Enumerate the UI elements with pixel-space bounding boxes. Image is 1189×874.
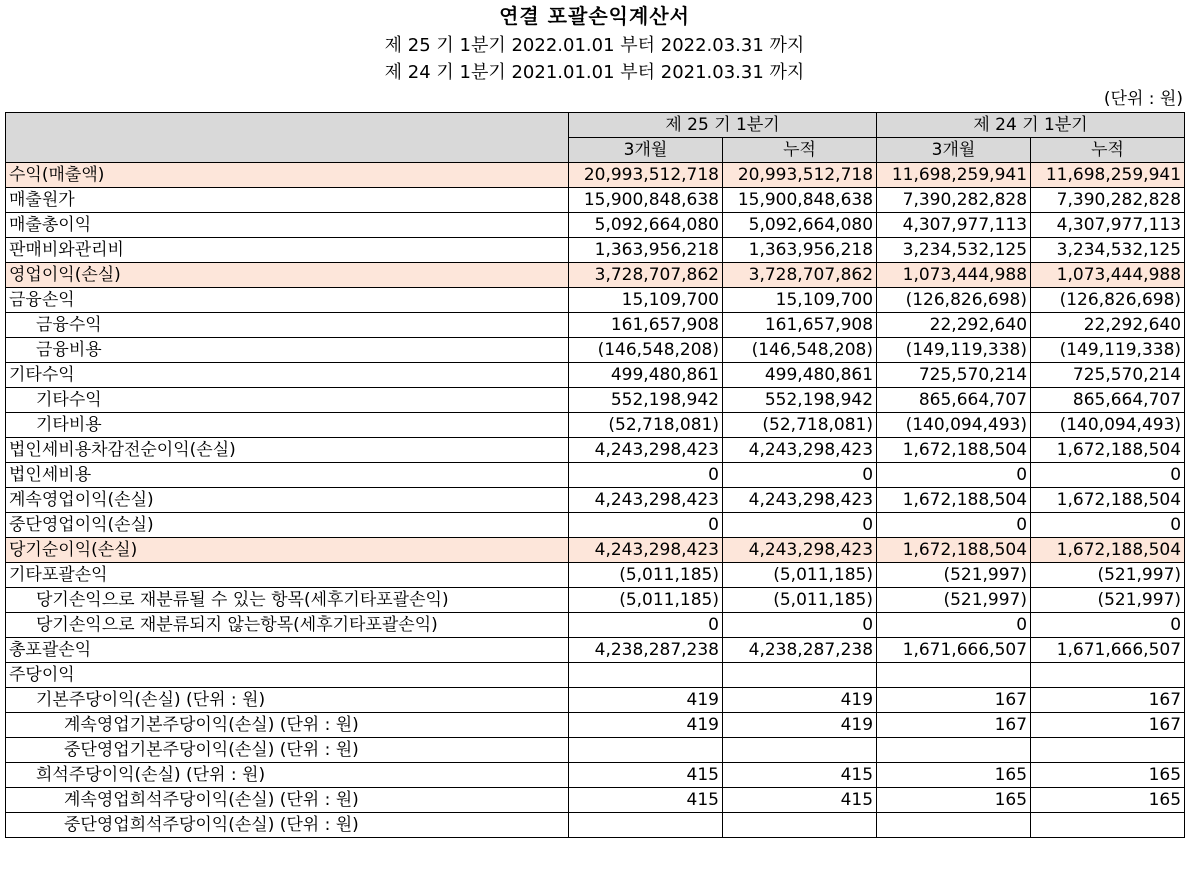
table-row (6, 313, 1185, 338)
row-label: 중단영업기본주당이익(손실) (단위 : 원) (6, 738, 569, 763)
table-row (6, 263, 1185, 288)
row-value: 0 (569, 463, 723, 488)
table-row (6, 738, 1185, 763)
row-value: 0 (877, 613, 1031, 638)
row-value: 20,993,512,718 (723, 163, 877, 188)
row-value: 0 (723, 513, 877, 538)
row-value: 1,672,188,504 (877, 538, 1031, 563)
period-prior: 제 24 기 1분기 2021.01.01 부터 2021.03.31 까지 (384, 62, 805, 83)
row-value: 15,900,848,638 (723, 188, 877, 213)
document-title: 연결 포괄손익계산서 (499, 4, 690, 28)
table-row (6, 763, 1185, 788)
statement-body (6, 163, 1185, 838)
row-value: (521,997) (877, 588, 1031, 613)
row-value: 1,073,444,988 (1031, 263, 1185, 288)
row-value: (126,826,698) (877, 288, 1031, 313)
row-value: 165 (1031, 763, 1185, 788)
row-label: 계속영업이익(손실) (6, 488, 569, 513)
row-value: 161,657,908 (569, 313, 723, 338)
row-value: 499,480,861 (723, 363, 877, 388)
row-value: 1,672,188,504 (877, 488, 1031, 513)
row-value: (52,718,081) (723, 413, 877, 438)
row-value: 415 (723, 763, 877, 788)
row-value: (149,119,338) (877, 338, 1031, 363)
row-value: 20,993,512,718 (569, 163, 723, 188)
header-prior-3month: 3개월 (877, 138, 1031, 163)
row-value: 3,728,707,862 (723, 263, 877, 288)
row-value: 4,243,298,423 (723, 538, 877, 563)
row-value: 7,390,282,828 (877, 188, 1031, 213)
row-value: 165 (1031, 788, 1185, 813)
table-row (6, 563, 1185, 588)
table-row (6, 713, 1185, 738)
table-row (6, 388, 1185, 413)
row-label: 수익(매출액) (6, 163, 569, 188)
row-label: 계속영업희석주당이익(손실) (단위 : 원) (6, 788, 569, 813)
row-value: 11,698,259,941 (1031, 163, 1185, 188)
row-value: 415 (569, 763, 723, 788)
row-value: 0 (723, 463, 877, 488)
table-row (6, 363, 1185, 388)
row-value: (521,997) (1031, 563, 1185, 588)
row-value (877, 663, 1031, 688)
table-row (6, 438, 1185, 463)
row-value: 1,671,666,507 (877, 638, 1031, 663)
period-current: 제 25 기 1분기 2022.01.01 부터 2022.03.31 까지 (384, 35, 805, 56)
row-value: 0 (569, 513, 723, 538)
row-label: 중단영업이익(손실) (6, 513, 569, 538)
table-row (6, 688, 1185, 713)
row-value: 165 (877, 763, 1031, 788)
row-value: (5,011,185) (723, 588, 877, 613)
row-value: 167 (1031, 713, 1185, 738)
row-label: 매출원가 (6, 188, 569, 213)
row-value (723, 813, 877, 838)
header-period-current: 제 25 기 1분기 (569, 113, 877, 138)
table-row (6, 538, 1185, 563)
row-value: 4,243,298,423 (569, 538, 723, 563)
row-value: 0 (1031, 463, 1185, 488)
row-value: 1,672,188,504 (877, 438, 1031, 463)
row-label: 법인세비용차감전순이익(손실) (6, 438, 569, 463)
row-label: 기타수익 (6, 363, 569, 388)
table-row (6, 288, 1185, 313)
row-value: 1,672,188,504 (1031, 488, 1185, 513)
header-account-cell (6, 113, 569, 163)
row-value: 11,698,259,941 (877, 163, 1031, 188)
row-value: 552,198,942 (569, 388, 723, 413)
row-label: 금융비용 (6, 338, 569, 363)
row-value: 167 (877, 688, 1031, 713)
header-period-prior: 제 24 기 1분기 (877, 113, 1185, 138)
row-label: 판매비와관리비 (6, 238, 569, 263)
row-value: 161,657,908 (723, 313, 877, 338)
row-value: 1,363,956,218 (569, 238, 723, 263)
row-value: 4,307,977,113 (877, 213, 1031, 238)
row-value: 22,292,640 (877, 313, 1031, 338)
table-row (6, 463, 1185, 488)
row-value: 15,900,848,638 (569, 188, 723, 213)
table-row (6, 513, 1185, 538)
row-label: 금융수익 (6, 313, 569, 338)
table-row (6, 788, 1185, 813)
header-current-3month: 3개월 (569, 138, 723, 163)
row-value (569, 663, 723, 688)
row-value: 865,664,707 (877, 388, 1031, 413)
row-value (877, 813, 1031, 838)
row-value (723, 738, 877, 763)
document-header (0, 2, 1189, 86)
table-row (6, 413, 1185, 438)
row-label: 계속영업기본주당이익(손실) (단위 : 원) (6, 713, 569, 738)
row-value: 419 (723, 688, 877, 713)
table-row (6, 813, 1185, 838)
row-value: 4,238,287,238 (723, 638, 877, 663)
row-label: 기본주당이익(손실) (단위 : 원) (6, 688, 569, 713)
row-value: 1,363,956,218 (723, 238, 877, 263)
row-value: (146,548,208) (569, 338, 723, 363)
row-value (1031, 738, 1185, 763)
row-value (569, 813, 723, 838)
row-value: (5,011,185) (723, 563, 877, 588)
row-value: 415 (569, 788, 723, 813)
row-value: 1,073,444,988 (877, 263, 1031, 288)
row-label: 법인세비용 (6, 463, 569, 488)
row-value (1031, 813, 1185, 838)
row-value: 499,480,861 (569, 363, 723, 388)
row-label: 당기손익으로 재분류되지 않는항목(세후기타포괄손익) (6, 613, 569, 638)
row-value: 4,243,298,423 (723, 488, 877, 513)
table-row (6, 663, 1185, 688)
table-row (6, 588, 1185, 613)
row-value: 3,728,707,862 (569, 263, 723, 288)
row-label: 금융손익 (6, 288, 569, 313)
row-value: 4,243,298,423 (569, 438, 723, 463)
row-value: (146,548,208) (723, 338, 877, 363)
row-label: 기타수익 (6, 388, 569, 413)
row-value: (126,826,698) (1031, 288, 1185, 313)
row-label: 영업이익(손실) (6, 263, 569, 288)
row-value: 1,672,188,504 (1031, 438, 1185, 463)
row-value: 0 (723, 613, 877, 638)
row-value (877, 738, 1031, 763)
row-value: 865,664,707 (1031, 388, 1185, 413)
row-label: 희석주당이익(손실) (단위 : 원) (6, 763, 569, 788)
row-value: 15,109,700 (569, 288, 723, 313)
row-label: 총포괄손익 (6, 638, 569, 663)
row-label: 당기순이익(손실) (6, 538, 569, 563)
row-value: 165 (877, 788, 1031, 813)
row-value: (140,094,493) (877, 413, 1031, 438)
header-prior-cumulative: 누적 (1031, 138, 1185, 163)
row-value: 419 (723, 713, 877, 738)
row-value: 0 (569, 613, 723, 638)
row-label: 기타비용 (6, 413, 569, 438)
row-value: 4,243,298,423 (569, 488, 723, 513)
row-value: 0 (877, 513, 1031, 538)
row-value: 7,390,282,828 (1031, 188, 1185, 213)
row-value: (521,997) (877, 563, 1031, 588)
row-value: (140,094,493) (1031, 413, 1185, 438)
row-value: 419 (569, 713, 723, 738)
row-value (1031, 663, 1185, 688)
row-value: 1,672,188,504 (1031, 538, 1185, 563)
row-label: 매출총이익 (6, 213, 569, 238)
row-label: 중단영업희석주당이익(손실) (단위 : 원) (6, 813, 569, 838)
table-row (6, 613, 1185, 638)
row-value: 5,092,664,080 (569, 213, 723, 238)
table-row (6, 488, 1185, 513)
row-value: 0 (1031, 513, 1185, 538)
row-value: 725,570,214 (1031, 363, 1185, 388)
row-value: 0 (877, 463, 1031, 488)
table-row (6, 238, 1185, 263)
row-value: 415 (723, 788, 877, 813)
row-value: 4,307,977,113 (1031, 213, 1185, 238)
row-value: 419 (569, 688, 723, 713)
row-value: (5,011,185) (569, 563, 723, 588)
row-value: (521,997) (1031, 588, 1185, 613)
row-label: 주당이익 (6, 663, 569, 688)
row-value: 725,570,214 (877, 363, 1031, 388)
row-value: 22,292,640 (1031, 313, 1185, 338)
table-row (6, 638, 1185, 663)
header-row-periods (6, 113, 1185, 138)
row-value: 167 (1031, 688, 1185, 713)
row-value: 3,234,532,125 (877, 238, 1031, 263)
row-value: 3,234,532,125 (1031, 238, 1185, 263)
row-value: 0 (1031, 613, 1185, 638)
row-value: 167 (877, 713, 1031, 738)
table-row (6, 163, 1185, 188)
row-value (569, 738, 723, 763)
unit-label: (단위 : 원) (1103, 89, 1183, 109)
row-value: (52,718,081) (569, 413, 723, 438)
row-value: 5,092,664,080 (723, 213, 877, 238)
row-value: 4,243,298,423 (723, 438, 877, 463)
row-value: 4,238,287,238 (569, 638, 723, 663)
row-value: (149,119,338) (1031, 338, 1185, 363)
row-value: 15,109,700 (723, 288, 877, 313)
row-value: 552,198,942 (723, 388, 877, 413)
income-statement-table (5, 112, 1185, 838)
row-value (723, 663, 877, 688)
row-label: 당기손익으로 재분류될 수 있는 항목(세후기타포괄손익) (6, 588, 569, 613)
table-row (6, 213, 1185, 238)
table-row (6, 338, 1185, 363)
header-current-cumulative: 누적 (723, 138, 877, 163)
table-row (6, 188, 1185, 213)
row-value: 1,671,666,507 (1031, 638, 1185, 663)
row-value: (5,011,185) (569, 588, 723, 613)
row-label: 기타포괄손익 (6, 563, 569, 588)
